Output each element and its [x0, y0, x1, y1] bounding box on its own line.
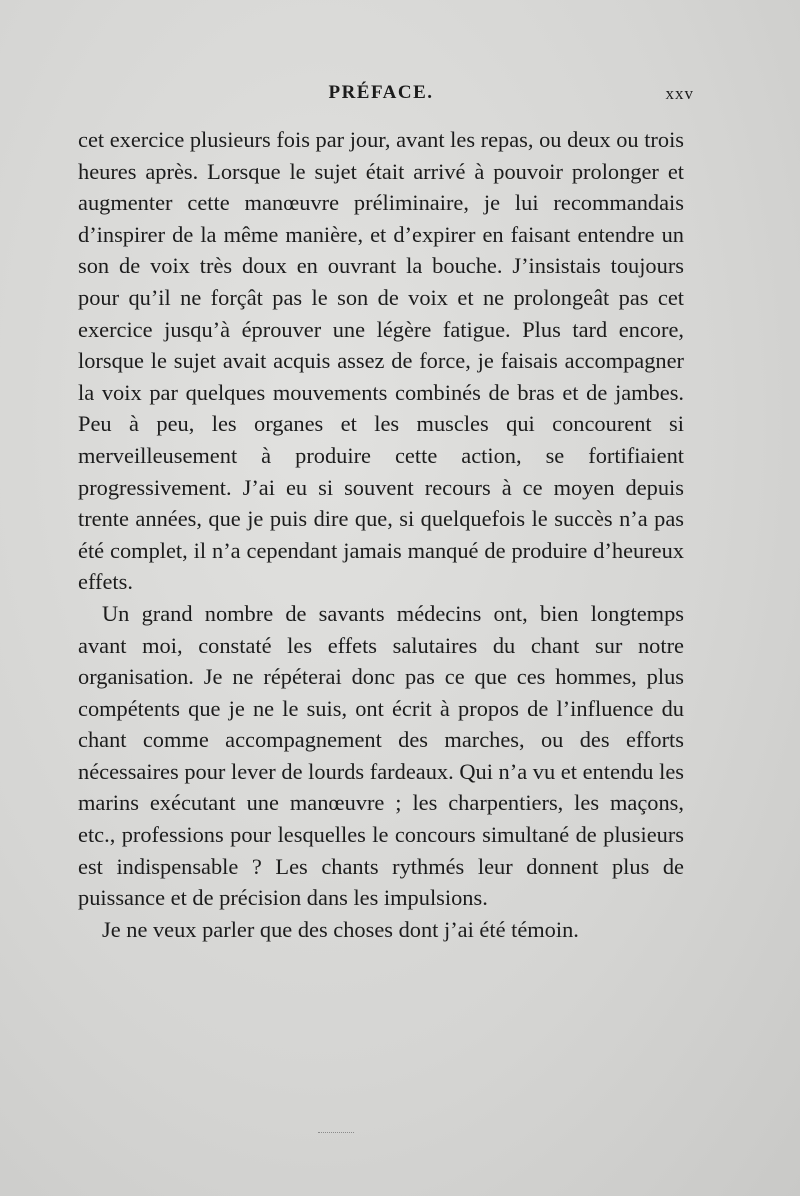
paragraph-2: Un grand nombre de savants médecins ont, bien longtemps avant moi, constaté les effets salutaires du chant sur notre organisation. Je ne répéterai donc pas ce que ces hommes, plus compétents que je ne le suis, ont écrit à propos de l’influence du chant comme accompagnement des marches, ou des efforts nécessaires pour lever de lourds fardeaux. Qui n’a vu et entendu les marins exécutant une manœuvre ; les charpentiers, les maçons, etc., professions pour lesquelles le concours simultané de plusieurs est indispensable ? Les chants rythmés leur donnent plus de puissance et de précision dans les impulsions. — [78, 600, 684, 911]
page-blemish — [318, 1132, 354, 1135]
page-number: xxv — [665, 84, 694, 103]
page-title: PRÉFACE. — [328, 82, 434, 103]
body-text — [78, 124, 684, 945]
paragraph-1: cet exercice plusieurs fois par jour, avant les repas, ou deux ou trois heures après. Lorsque le sujet était arrivé à pouvoir prolonger et augmenter cette manœuvre préliminaire, je lui recommandais d’inspirer de la même manière, et d’expirer en faisant entendre un son de voix très doux en ouvrant la bouche. J’insistais toujours pour qu’il ne forçât pas le son de voix et ne prolongeât pas cet exercice jusqu’à éprouver une légère fatigue. Plus tard encore, lorsque le sujet avait acquis assez de force, je faisais accompagner la voix par quelques mouvements combinés de bras et de jambes. Peu à peu, les organes et les muscles qui concourent si merveilleusement à produire cette action, se fortifiaient progressivement. J’ai eu si souvent recours à ce moyen depuis trente années, que je puis dire que, si quelquefois le succès n’a pas été complet, il n’a cependant jamais manqué de produire d’heureux effets. — [78, 127, 684, 595]
running-head — [78, 82, 694, 112]
paragraph-3: Je ne veux parler que des choses dont j’ai été témoin. — [102, 916, 579, 942]
